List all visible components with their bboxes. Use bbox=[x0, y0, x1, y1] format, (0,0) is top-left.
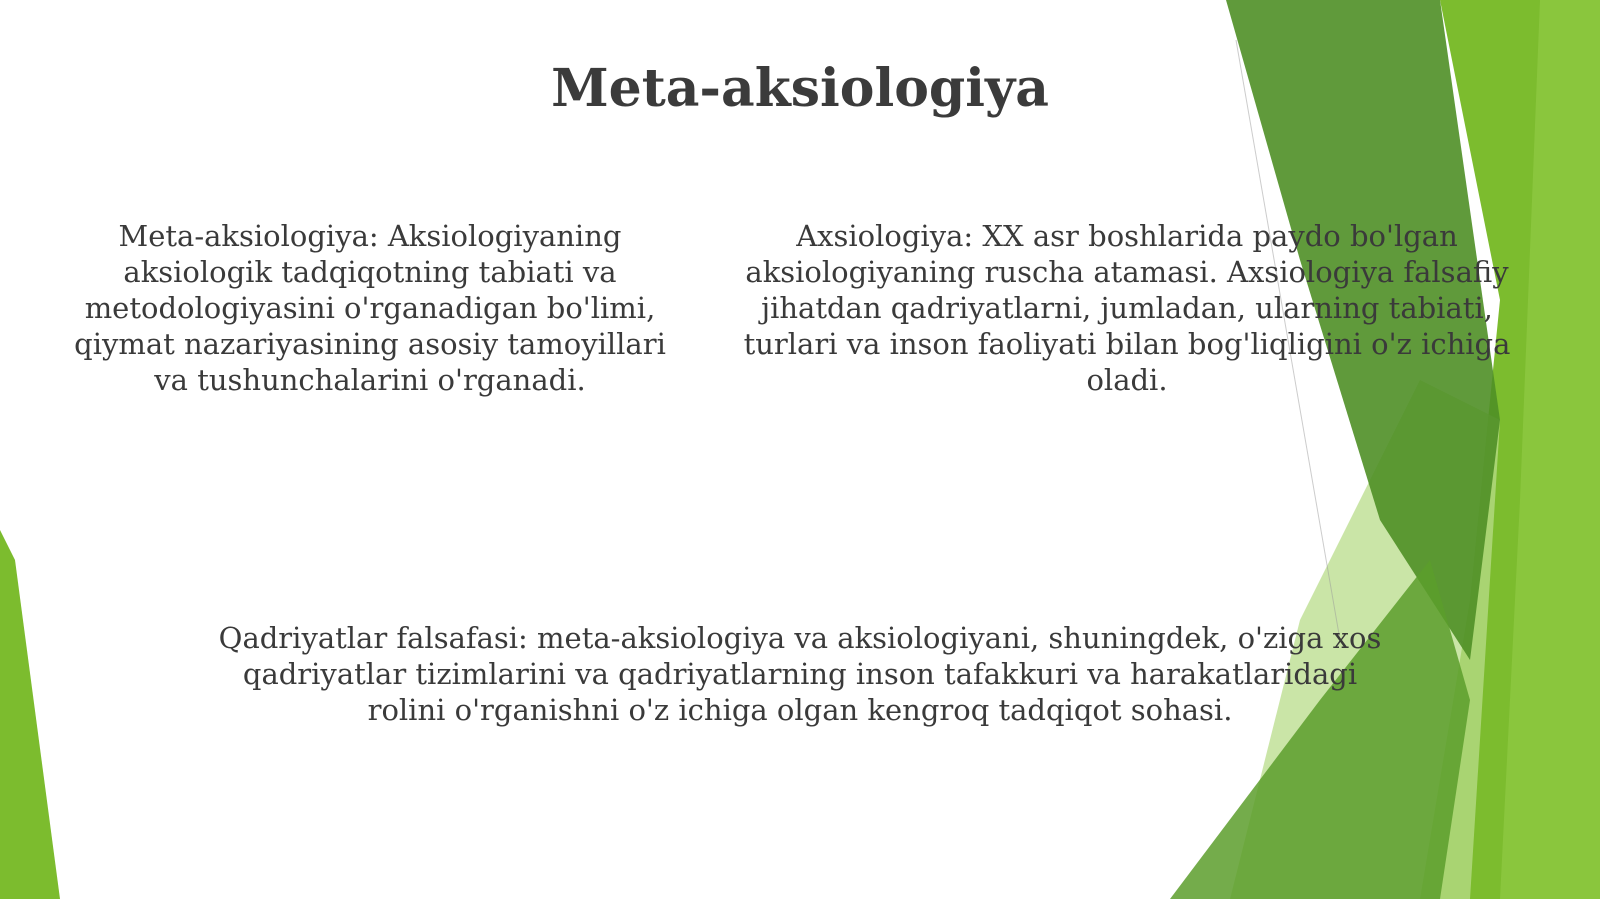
paragraph-axsiologiya: Axsiologiya: XX asr boshlarida paydo bo'lgan aksiologiyaning ruscha atamasi. Axsiologiya falsafiy jihatdan qadriyatlarni, jumladan, ularning tabiati, turlari va inson faoliyati bilan bog'liqligini o'z ichiga oladi. bbox=[743, 219, 1511, 397]
paragraph-meta-aksiologiya: Meta-aksiologiya: Aksiologiyaning aksiologik tadqiqotning tabiati va metodologiyasini o'rganadigan bo'limi, qiymat nazariyasining asosiy tamoyillari va tushunchalarini o'rganadi. bbox=[74, 219, 666, 397]
slide-title: Meta-aksiologiya bbox=[551, 58, 1049, 119]
paragraph-qadriyatlar-falsafasi: Qadriyatlar falsafasi: meta-aksiologiya va aksiologiyani, shuningdek, o'ziga xos qadriyatlar tizimlarini va qadriyatlarning inson tafakkuri va harakatlaridagi rolini o'rganishni o'z ichiga olgan kengroq tadqiqot sohasi. bbox=[218, 621, 1382, 727]
facet-left-green bbox=[0, 530, 60, 899]
